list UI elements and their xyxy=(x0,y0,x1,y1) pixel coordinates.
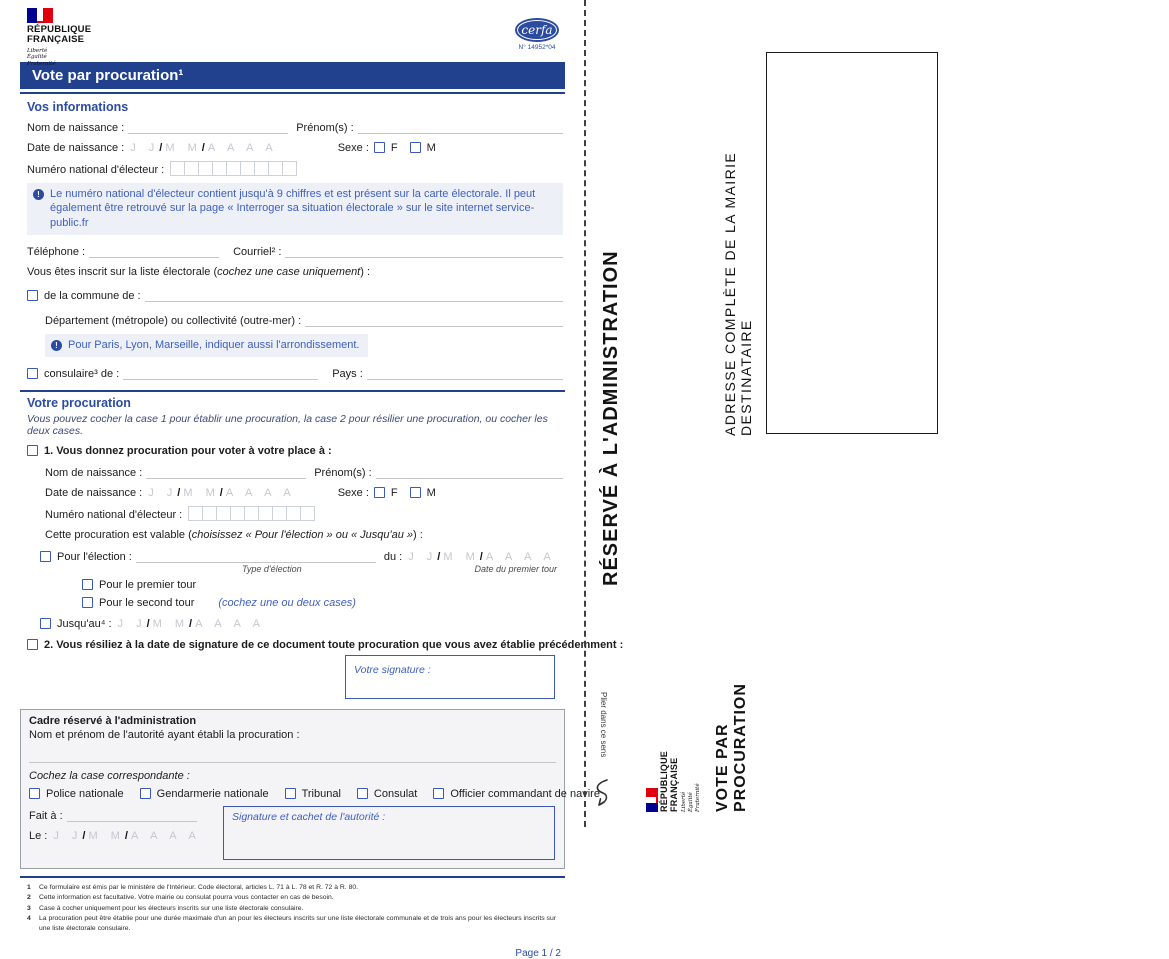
brand-francaise: FRANÇAISE xyxy=(27,34,85,46)
input-mandataire-nne-cells[interactable] xyxy=(188,506,315,521)
slash: / xyxy=(437,551,441,564)
placeholder-aaaa: A A A A xyxy=(207,142,278,154)
admin-left xyxy=(29,806,223,860)
row-jusquau xyxy=(40,618,563,630)
input-mandataire-date[interactable] xyxy=(148,487,295,499)
row-captions xyxy=(27,564,563,574)
fold-arrow-icon xyxy=(590,778,612,808)
label-nom-naissance: Nom de naissance : xyxy=(27,122,125,134)
admin-bottom xyxy=(29,806,556,860)
label-premier-tour: Pour le premier tour xyxy=(99,579,197,592)
input-pays[interactable] xyxy=(367,366,563,380)
input-departement[interactable] xyxy=(305,313,563,327)
placeholder-mm: M M xyxy=(165,142,202,154)
checkbox-consulat[interactable] xyxy=(357,788,368,799)
row-mandataire-date-sexe xyxy=(45,487,563,499)
label-jusquau: Jusqu'au⁴ : xyxy=(57,618,112,631)
slash: / xyxy=(146,618,150,631)
brand-republique: RÉPUBLIQUE xyxy=(658,750,669,812)
slash: / xyxy=(219,487,223,500)
cerfa-logo-icon xyxy=(515,18,559,42)
footnote-num: 3 xyxy=(27,904,31,912)
row-mandataire-nne xyxy=(45,506,563,521)
row-case2 xyxy=(27,639,624,652)
placeholder-aaaa: A A A A xyxy=(195,618,265,631)
placeholder-mm: M M xyxy=(88,830,125,843)
footer-rule xyxy=(20,876,565,878)
label-pays: Pays : xyxy=(332,368,363,381)
label-case2: 2. Vous résiliez à la date de signature de ce document toute procuration que vous avez établie précédemment : xyxy=(44,639,624,652)
row-telephone-courriel xyxy=(27,244,563,258)
label-telephone: Téléphone : xyxy=(27,245,86,258)
admin-autorite-label: Nom et prénom de l'autorité ayant établi la procuration : xyxy=(29,729,300,742)
input-autorite[interactable] xyxy=(29,761,556,763)
section-heading-votre-procuration: Votre procuration xyxy=(27,396,131,411)
slash: / xyxy=(124,830,128,843)
section-heading-vos-informations: Vos informations xyxy=(27,100,129,114)
checkbox-premier-tour[interactable] xyxy=(82,579,93,590)
label-commune: de la commune de : xyxy=(44,289,141,302)
label-nne: Numéro national d'électeur : xyxy=(45,509,183,522)
brand-name xyxy=(27,25,91,46)
row-date-sexe xyxy=(27,142,563,154)
input-telephone[interactable] xyxy=(89,244,219,258)
row-case1 xyxy=(27,445,563,457)
input-prenom[interactable] xyxy=(358,120,563,134)
motto-liberte: Liberté xyxy=(27,47,48,54)
checkbox-police-nationale[interactable] xyxy=(29,788,40,799)
checkbox-tribunal[interactable] xyxy=(285,788,296,799)
option-consulat xyxy=(357,788,417,800)
french-flag-icon xyxy=(646,788,658,812)
row-fait-a xyxy=(29,808,223,822)
option-tribunal xyxy=(285,788,341,800)
row-second-tour xyxy=(82,597,563,609)
label-date-naissance: Date de naissance : xyxy=(45,487,143,500)
section-rule xyxy=(20,390,565,392)
info-note-arrondissement xyxy=(45,334,368,357)
footnote-text: Case à cocher uniquement pour les électeurs inscrits sur une liste électorale consulaire. xyxy=(39,904,304,912)
input-type-election[interactable] xyxy=(136,549,376,563)
brand-name xyxy=(660,722,679,812)
procuration-intro: Vous pouvez cocher la case 1 pour établir une procuration, la case 2 pour résilier une procuration, ou cocher les deux cases. xyxy=(27,413,548,438)
info-note-nne-text: Le numéro national d'électeur contient jusqu'à 9 chiffres et est présent sur la carte électorale. Il peut également être retrouvé sur la page « Interroger sa situation électorale » sur le site internet service-public.fr xyxy=(50,188,536,229)
header xyxy=(27,8,563,68)
checkbox-mandataire-sexe-m[interactable] xyxy=(410,487,421,498)
slash: / xyxy=(177,487,181,500)
label-sexe: Sexe : xyxy=(337,487,369,500)
title-rule xyxy=(20,92,565,94)
label-date-naissance: Date de naissance : xyxy=(27,142,125,154)
hint-cases: (cochez une ou deux cases) xyxy=(218,597,356,610)
label-liste-end: ) : xyxy=(360,265,371,278)
label-sexe: Sexe : xyxy=(337,142,369,154)
input-jusquau-date[interactable] xyxy=(118,618,265,630)
option-gendarmerie xyxy=(140,788,269,800)
footnote-num: 4 xyxy=(27,914,31,922)
row-departement xyxy=(45,313,563,327)
label-du: du : xyxy=(383,551,403,564)
slash: / xyxy=(159,142,163,154)
checkbox-sexe-f[interactable] xyxy=(374,142,385,153)
slash: / xyxy=(479,551,483,564)
label-m: M xyxy=(426,487,436,500)
vertical-label-vote-par-procuration: VOTE PAR PROCURATION xyxy=(714,683,749,812)
label-prenom: Prénom(s) : xyxy=(296,122,354,134)
admin-options-row xyxy=(29,788,600,801)
input-nom-naissance[interactable] xyxy=(128,120,288,134)
placeholder-mm: M M xyxy=(152,618,190,631)
republique-francaise-logo-rotated xyxy=(646,722,702,812)
label-f: F xyxy=(390,142,398,154)
admin-title: Cadre réservé à l'administration xyxy=(29,715,197,728)
footnote-text: La procuration peut être établie pour une durée maximale d'un an pour les électeurs inscrits sur une liste électorale communale et de trois ans pour les électeurs inscrits sur une liste électorale consulaire. xyxy=(39,914,556,932)
option-police xyxy=(29,788,124,800)
brand-motto xyxy=(681,722,702,812)
cerfa-logo-text: cerfa xyxy=(521,23,553,37)
footnote-num: 1 xyxy=(27,884,31,892)
placeholder-aaaa: A A A A xyxy=(130,830,201,843)
label-liste-intro: Vous êtes inscrit sur la liste électorale ( xyxy=(27,265,218,278)
cerfa-number: N° 14952*04 xyxy=(518,44,556,51)
brand-francaise: FRANÇAISE xyxy=(668,757,679,812)
option-officier xyxy=(433,788,600,800)
motto-liberte: Liberté xyxy=(681,791,688,812)
slash: / xyxy=(201,142,205,154)
footnote-text: Ce formulaire est émis par le ministère de l'Intérieur. Code électoral, articles L. 71 à L. 78 et R. 72 à R. 80. xyxy=(39,884,359,892)
info-note-nne xyxy=(27,183,563,235)
motto-egalite: Égalité xyxy=(688,792,695,812)
republique-francaise-logo-rotated-wrap xyxy=(646,722,702,812)
info-icon: ! xyxy=(33,189,44,200)
label-consulat: Consulat xyxy=(373,788,418,801)
checkbox-consulaire[interactable] xyxy=(27,368,38,379)
row-le-date xyxy=(29,830,223,842)
row-liste-electorale xyxy=(27,266,563,278)
label-officier-navire: Officier commandant de navire xyxy=(450,788,600,801)
motto-fraternite: Fraternité xyxy=(27,61,56,68)
checkbox-officier-navire[interactable] xyxy=(433,788,444,799)
cachet-box[interactable] xyxy=(223,806,555,860)
french-flag-icon xyxy=(27,8,53,23)
cut-dashed-line xyxy=(584,0,586,827)
checkbox-jusquau[interactable] xyxy=(40,618,51,629)
label-nom-naissance: Nom de naissance : xyxy=(45,467,143,480)
admin-cochez-label: Cochez la case correspondante : xyxy=(29,770,190,783)
placeholder-aaaa: A A A A xyxy=(485,551,556,564)
checkbox-case1[interactable] xyxy=(27,445,38,456)
label-tribunal: Tribunal xyxy=(301,788,341,801)
fold-direction-label: Plier dans ce sens xyxy=(599,692,608,758)
row-commune xyxy=(27,288,563,302)
checkbox-mandataire-sexe-f[interactable] xyxy=(374,487,385,498)
checkbox-gendarmerie-nationale[interactable] xyxy=(140,788,151,799)
caption-date-premier-tour: Date du premier tour xyxy=(474,564,557,575)
input-date-naissance[interactable] xyxy=(130,142,277,154)
input-courriel[interactable] xyxy=(285,244,563,258)
placeholder-jj: J J xyxy=(408,551,438,564)
label-m: M xyxy=(426,142,436,154)
label-valable-end: ) : xyxy=(413,529,423,542)
label-liste-italic: cochez une case uniquement xyxy=(217,265,361,278)
signature-area xyxy=(27,655,563,705)
label-courriel: Courriel² : xyxy=(233,245,282,258)
placeholder-jj: J J xyxy=(130,142,160,154)
label-gendarmerie-nationale: Gendarmerie nationale xyxy=(156,788,269,801)
label-prenom: Prénom(s) : xyxy=(314,467,372,480)
label-pour-election: Pour l'élection : xyxy=(57,551,132,564)
placeholder-aaaa: A A A A xyxy=(225,487,296,500)
row-nom-prenom xyxy=(27,120,563,134)
placeholder-jj: J J xyxy=(53,830,83,843)
input-mandataire-prenom[interactable] xyxy=(376,465,563,479)
row-pour-election xyxy=(40,549,563,563)
label-nne: Numéro national d'électeur : xyxy=(27,164,165,176)
row-nne xyxy=(27,161,563,176)
input-fait-a[interactable] xyxy=(67,808,197,822)
vertical-label-reserved-administration: RÉSERVÉ À L'ADMINISTRATION xyxy=(600,250,622,586)
votre-signature-box[interactable] xyxy=(345,655,555,699)
label-votre-signature: Votre signature : xyxy=(354,664,431,677)
label-case1: 1. Vous donnez procuration pour voter à votre place à : xyxy=(44,445,332,458)
motto-egalite: Égalité xyxy=(27,54,47,61)
brand-republique: RÉPUBLIQUE xyxy=(27,24,92,35)
placeholder-jj: J J xyxy=(148,487,178,500)
input-commune[interactable] xyxy=(145,288,563,302)
row-premier-tour xyxy=(82,579,563,591)
caption-type-election: Type d'élection xyxy=(242,564,302,575)
info-icon: ! xyxy=(51,340,62,351)
input-nne-cells[interactable] xyxy=(170,161,297,176)
page-number: Page 1 / 2 xyxy=(515,948,561,959)
row-valable xyxy=(45,529,563,541)
motto-fraternite: Fraternité xyxy=(695,783,702,812)
brand-motto xyxy=(27,48,91,69)
page-title: Vote par procuration¹ xyxy=(20,62,565,89)
republique-francaise-logo xyxy=(27,8,91,68)
footnotes xyxy=(27,883,563,934)
footnote-2 xyxy=(27,893,563,903)
label-f: F xyxy=(390,487,398,500)
placeholder-mm: M M xyxy=(183,487,220,500)
label-valable-italic: choisissez « Pour l'élection » ou « Jusqu'au » xyxy=(191,529,414,542)
slash: / xyxy=(82,830,86,843)
mairie-address-box[interactable] xyxy=(766,52,938,434)
input-date-premier-tour[interactable] xyxy=(408,551,555,563)
footnote-3 xyxy=(27,904,563,914)
checkbox-pour-election[interactable] xyxy=(40,551,51,562)
input-consulaire[interactable] xyxy=(123,366,318,380)
label-second-tour: Pour le second tour xyxy=(99,597,195,610)
row-mandataire-nom xyxy=(45,465,563,479)
label-consulaire: consulaire³ de : xyxy=(44,368,120,381)
footnote-num: 2 xyxy=(27,894,31,902)
label-cachet: Signature et cachet de l'autorité : xyxy=(232,811,386,824)
cerfa-badge xyxy=(515,18,559,51)
label-le: Le : xyxy=(29,830,48,843)
input-le-date[interactable] xyxy=(53,830,200,842)
slash: / xyxy=(189,618,193,631)
footnote-1 xyxy=(27,883,563,893)
checkbox-sexe-m[interactable] xyxy=(410,142,421,153)
label-police-nationale: Police nationale xyxy=(46,788,124,801)
input-mandataire-nom[interactable] xyxy=(146,465,306,479)
checkbox-second-tour[interactable] xyxy=(82,597,93,608)
label-departement: Département (métropole) ou collectivité (outre-mer) : xyxy=(45,314,302,327)
footnote-text: Cette information est facultative. Votre mairie ou consulat pourra vous contacter en cas de besoin. xyxy=(39,894,334,902)
vertical-label-adresse-mairie: ADRESSE COMPLÈTE DE LA MAIRIE DESTINATAIRE xyxy=(722,151,754,436)
placeholder-jj: J J xyxy=(117,618,147,631)
admin-box xyxy=(20,709,600,869)
checkbox-case2[interactable] xyxy=(27,639,38,650)
label-fait-a: Fait à : xyxy=(29,810,63,823)
row-consulaire xyxy=(27,366,563,380)
label-valable: Cette procuration est valable ( xyxy=(45,529,192,542)
footnote-4 xyxy=(27,914,563,934)
info-note-arrondissement-text: Pour Paris, Lyon, Marseille, indiquer aussi l'arrondissement. xyxy=(68,338,360,351)
placeholder-mm: M M xyxy=(443,551,480,564)
checkbox-commune[interactable] xyxy=(27,290,38,301)
